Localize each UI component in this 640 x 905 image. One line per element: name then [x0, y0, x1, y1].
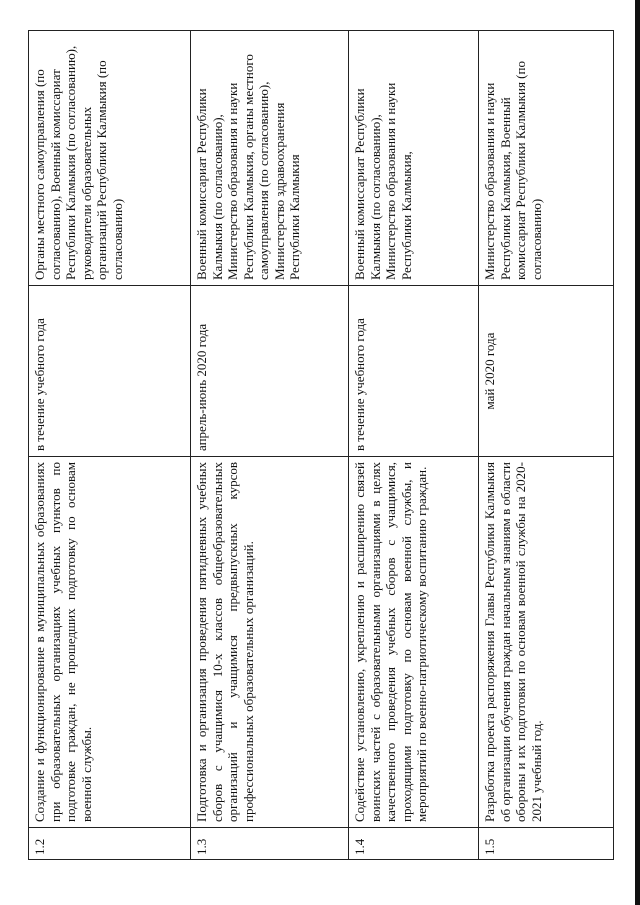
responsible-cell: Министерство образования и науки Республики Калмыкия, Военный комиссариат Республики Калмыкия (по согласованию) — [479, 31, 614, 286]
table-row — [349, 31, 479, 860]
rotated-table-container — [28, 30, 613, 860]
term-cell: в течение учебного года — [29, 286, 191, 457]
responsible-cell: Органы местного самоуправления (по согласованию), Военный комиссариат Республики Калмыкия (по согласованию), руководители образовательных организаций Республики Калмыкия (по согласованию) — [29, 31, 191, 286]
row-number: 1.5 — [479, 828, 614, 860]
table-row — [479, 31, 614, 860]
activity-cell: Создание и функционирование в муниципальных образованиях при образовательных организациях учебных пунктов по подготовке граждан, не прошедших подготовку по основам военной службы. — [29, 457, 191, 828]
page-edge — [635, 0, 640, 905]
row-number: 1.3 — [191, 828, 349, 860]
table-row — [191, 31, 349, 860]
plan-table — [28, 30, 614, 860]
table-row — [29, 31, 191, 860]
responsible-cell: Военный комиссариат Республики Калмыкия (по согласованию), Министерство образования и науки Республики Калмыкия, органы местного самоуправления (по согласованию), Министерство здравоохранения Республики Калмыкия — [191, 31, 349, 286]
activity-cell: Разработка проекта распоряжения Главы Республики Калмыкия об организации обучения граждан начальным знаниям в области обороны и их подготовки по основам военной службы на 2020-2021 учебный год. — [479, 457, 614, 828]
term-cell: май 2020 года — [479, 286, 614, 457]
term-cell: в течение учебного года — [349, 286, 479, 457]
activity-cell: Содействие установлению, укреплению и расширению связей воинских частей с образовательными организациями в целях качественного проведения учебных сборов с учащимися, проходящими подготовку по основам военной службы, и мероприятий по военно-патриотическому воспитанию граждан. — [349, 457, 479, 828]
responsible-cell: Военный комиссариат Республики Калмыкия (по согласованию), Министерство образования и науки Республики Калмыкия, — [349, 31, 479, 286]
term-cell: апрель-июнь 2020 года — [191, 286, 349, 457]
activity-cell: Подготовка и организация проведения пятидневных учебных сборов с учащимися 10-х классов общеобразовательных организаций и учащимися предвыпускных курсов профессиональных образовательных организаций. — [191, 457, 349, 828]
row-number: 1.4 — [349, 828, 479, 860]
row-number: 1.2 — [29, 828, 191, 860]
